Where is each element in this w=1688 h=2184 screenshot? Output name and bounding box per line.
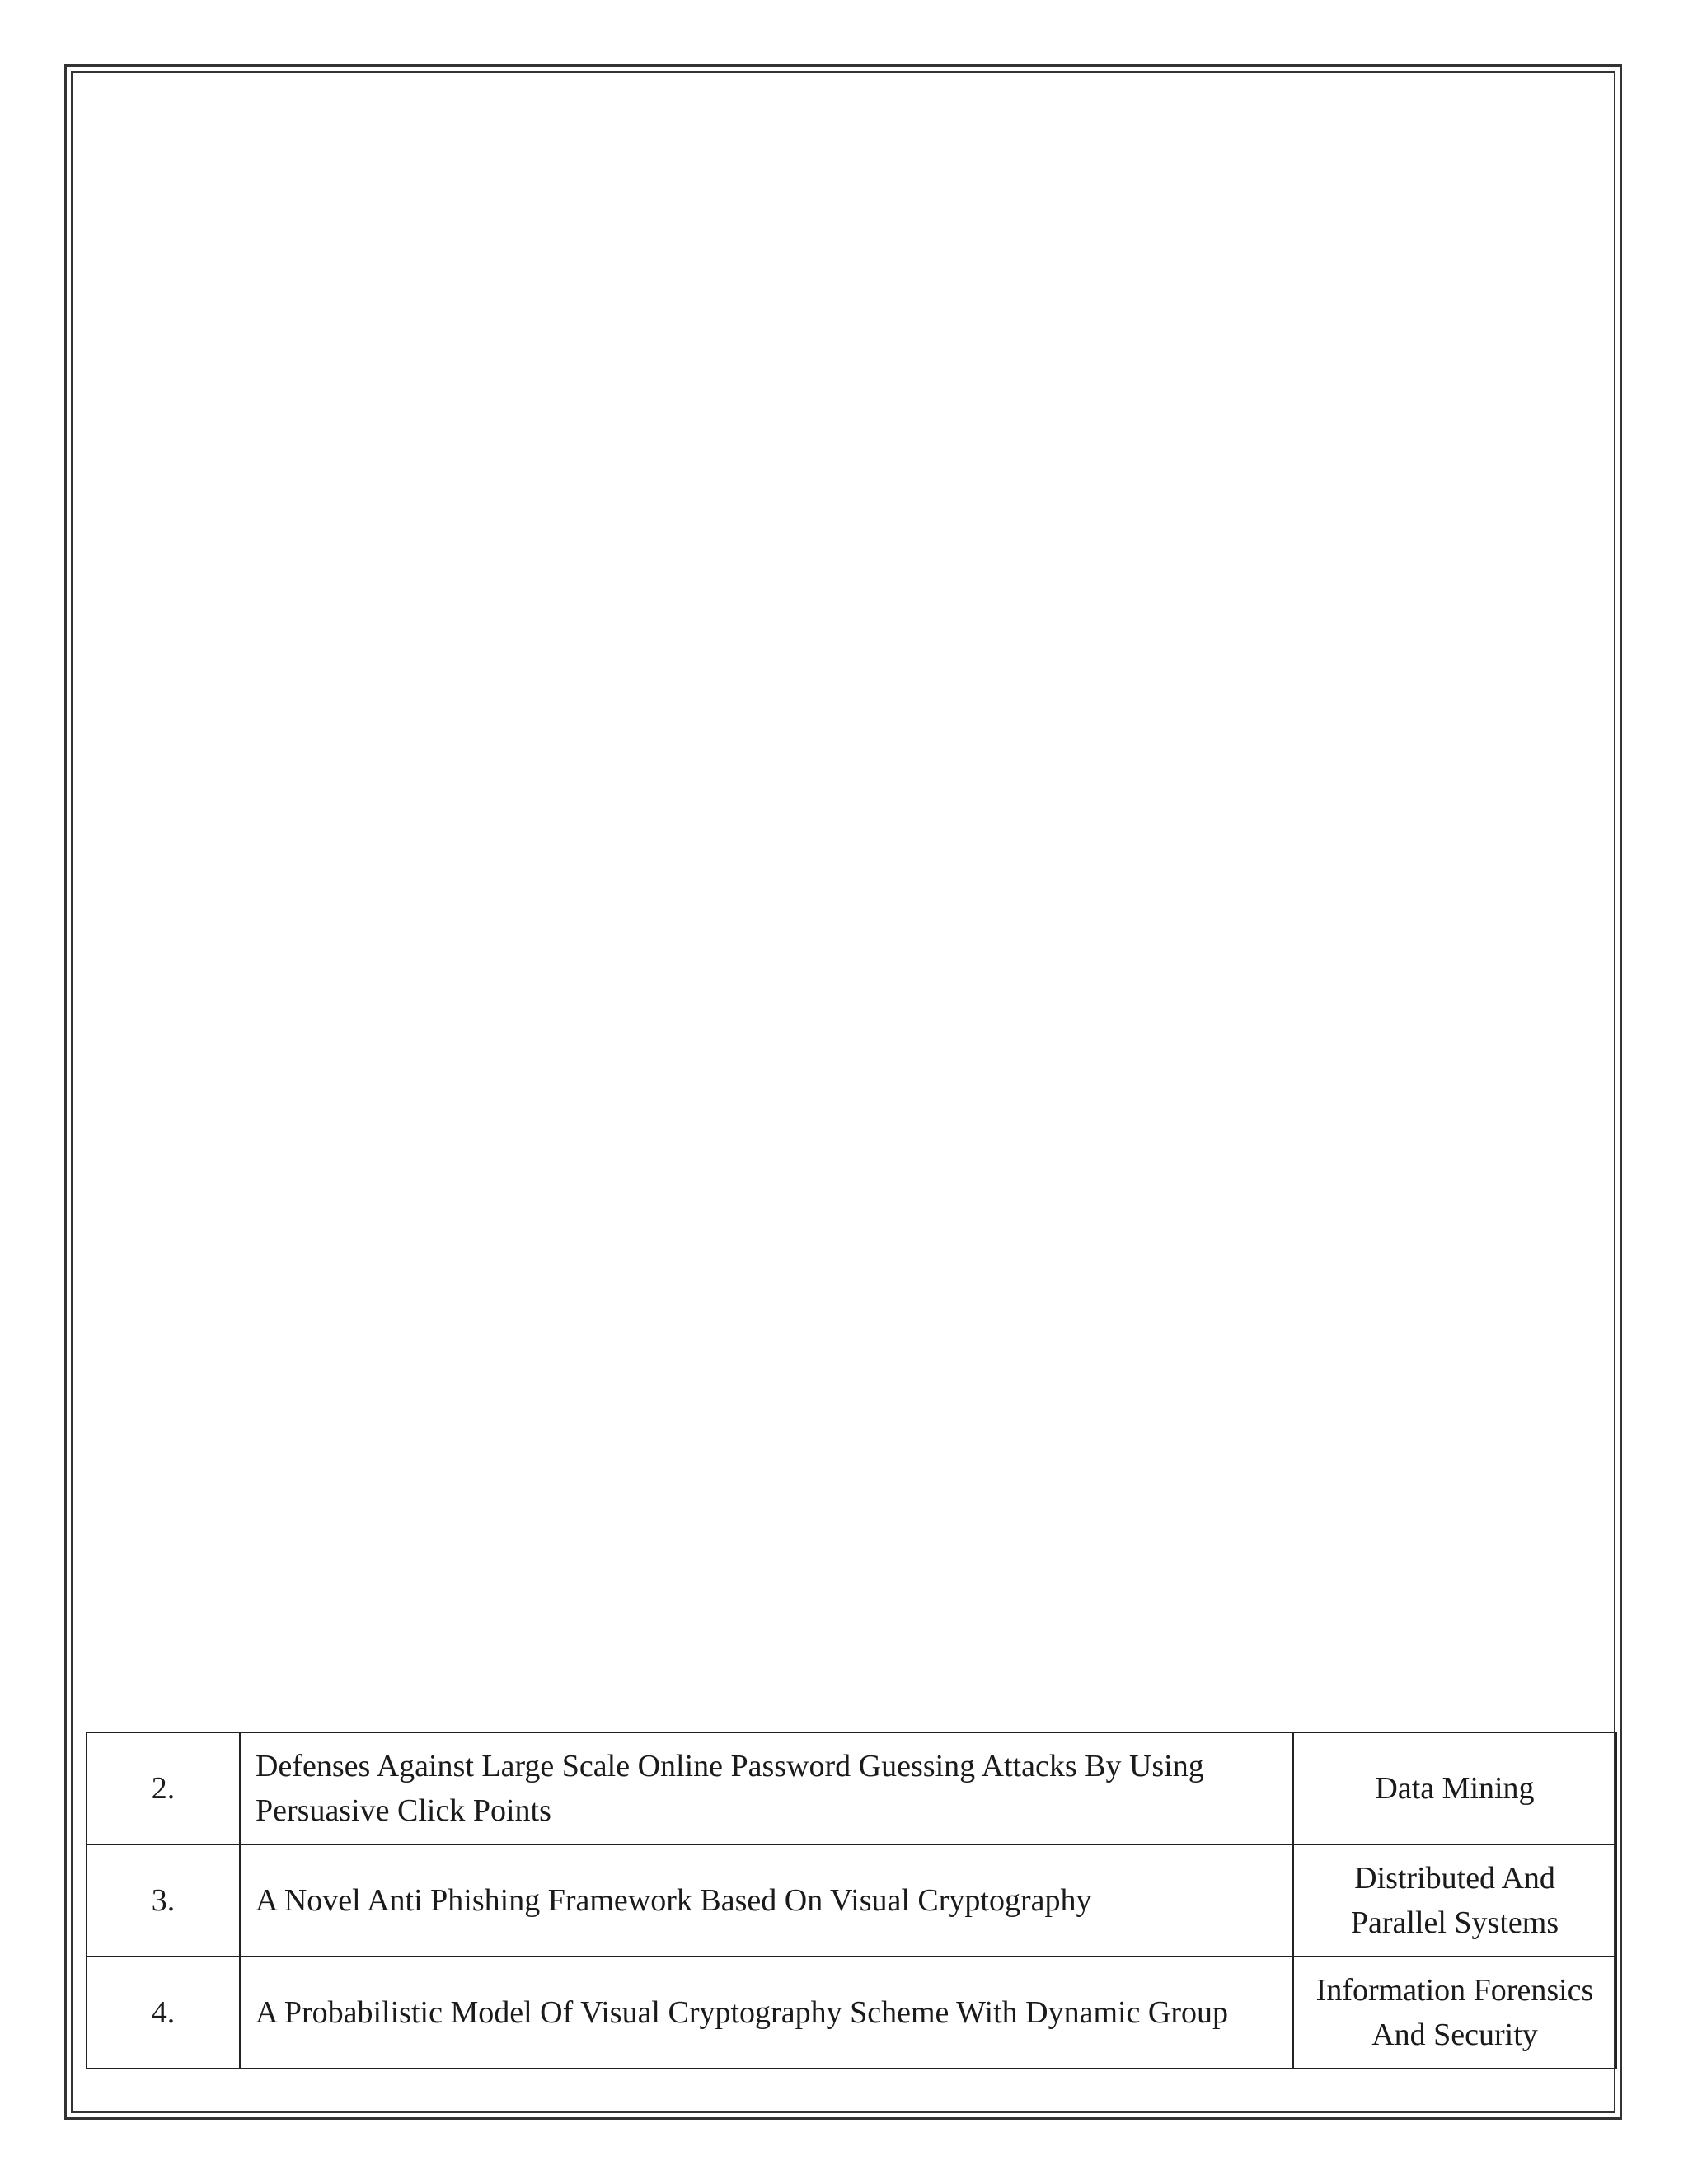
table-row: [87, 1957, 1616, 2069]
domain-line: And Security: [1372, 2018, 1538, 2052]
title-cell: A Probabilistic Model Of Visual Cryptography Scheme With Dynamic Group: [240, 1957, 1293, 2069]
domain-line: Distributed And: [1354, 1861, 1555, 1896]
domain-cell: [1293, 1844, 1616, 1957]
table-row: [87, 1844, 1616, 1957]
serial-number-cell: 4.: [87, 1957, 240, 2069]
title-cell: Defenses Against Large Scale Online Password Guessing Attacks By Using Persuasive Click Points: [240, 1732, 1293, 1844]
title-cell: A Novel Anti Phishing Framework Based On Visual Cryptography: [240, 1844, 1293, 1957]
domain-cell: [1293, 1957, 1616, 2069]
domain-cell: [1293, 1732, 1616, 1844]
serial-number-cell: 3.: [87, 1844, 240, 1957]
serial-number-cell: 2.: [87, 1732, 240, 1844]
table-row: [87, 1732, 1616, 1844]
domain-line: Data Mining: [1375, 1771, 1535, 1806]
project-topics-table: [86, 1732, 1617, 2069]
domain-line: Parallel Systems: [1350, 1905, 1559, 1940]
domain-line: Information Forensics: [1315, 1973, 1594, 2008]
